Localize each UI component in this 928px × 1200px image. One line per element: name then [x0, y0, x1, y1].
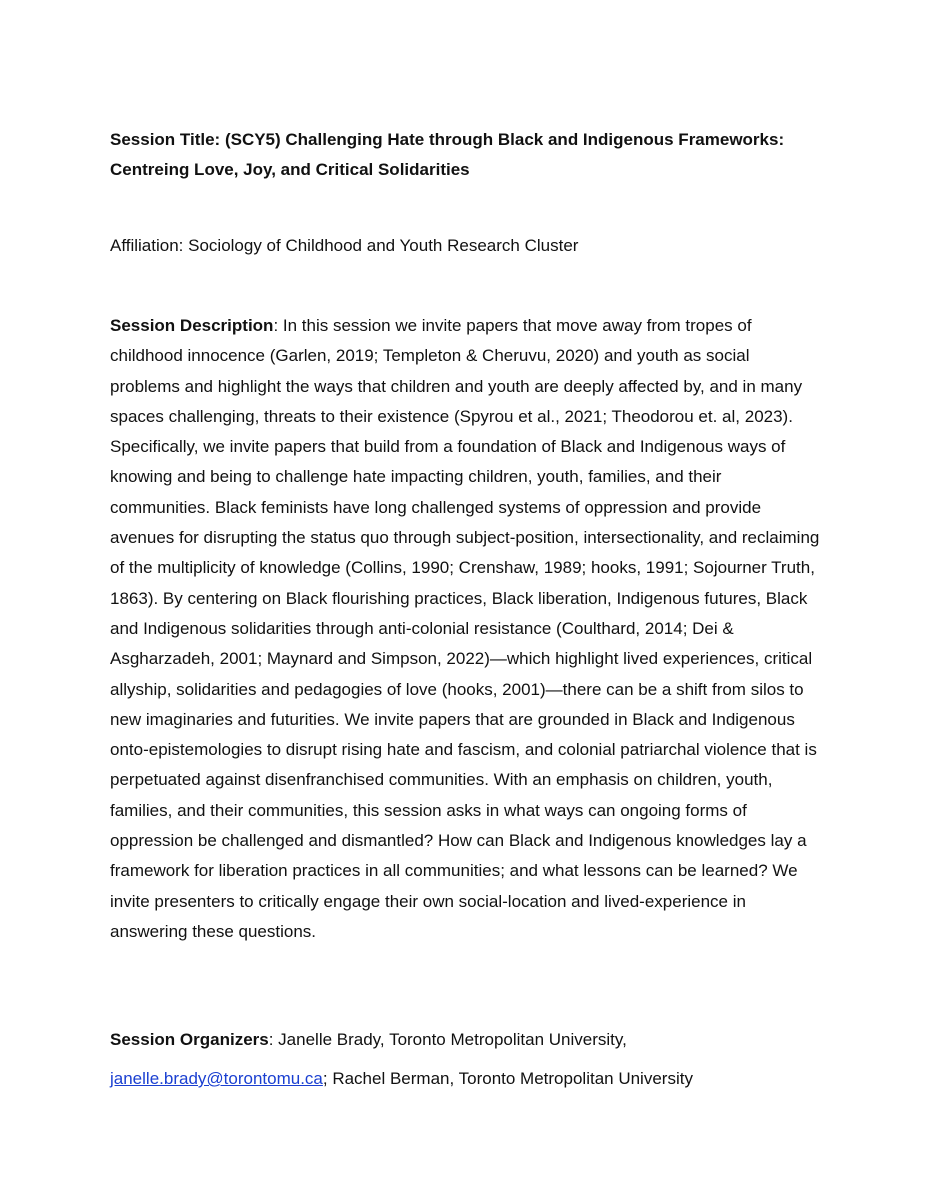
session-organizers-text-1: : Janelle Brady, Toronto Metropolitan University,	[268, 1030, 627, 1049]
session-organizers-continued	[110, 1066, 822, 1092]
session-title-line-1: Session Title: (SCY5) Challenging Hate through Black and Indigenous Frameworks:	[110, 130, 785, 149]
session-organizers-text-2: ; Rachel Berman, Toronto Metropolitan University	[322, 1069, 693, 1088]
session-title-line-2: Centreing Love, Joy, and Critical Solidarities	[110, 160, 470, 179]
affiliation: Affiliation: Sociology of Childhood and Youth Research Cluster	[110, 236, 579, 255]
session-organizers-label: Session Organizers	[110, 1030, 269, 1049]
session-organizers	[110, 1027, 822, 1053]
session-description-label: Session Description	[110, 316, 274, 335]
session-description	[110, 311, 822, 947]
session-title	[110, 125, 810, 185]
session-description-text: : In this session we invite papers that move away from tropes of childhood innocence (Garlen, 2019; Templeton & Cheruvu, 2020) and youth as social problems and highlight the ways that children and youth are deeply affected by, and in many spaces challenging, threats to their existence (Spyrou et al., 2021; Theodorou et. al, 2023). Specifically, we invite papers that build from a foundation of Black and Indigenous ways of knowing and being to challenge hate impacting children, youth, families, and their communities. Black feminists have long challenged systems of oppression and provide avenues for disrupting the status quo through subject-position, intersectionality, and reclaiming of the multiplicity of knowledge (Collins, 1990; Crenshaw, 1989; hooks, 1991; Sojourner Truth, 1863). By centering on Black flourishing practices, Black liberation, Indigenous futures, Black and Indigenous solidarities through anti-colonial resistance (Coulthard, 2014; Dei & Asgharzadeh, 2001; Maynard and Simpson, 2022)—which highlight lived experiences, critical allyship, solidarities and pedagogies of love (hooks, 2001)—there can be a shift from silos to new imaginaries and futurities. We invite papers that are grounded in Black and Indigenous onto-epistemologies to disrupt rising hate and fascism, and colonial patriarchal violence that is perpetuated against disenfranchised communities. With an emphasis on children, youth, families, and their communities, this session asks in what ways can ongoing forms of oppression be challenged and dismantled? How can Black and Indigenous knowledges lay a framework for liberation practices in all communities; and what lessons can be learned? We invite presenters to critically engage their own social-location and lived-experience in answering these questions.	[110, 316, 820, 941]
organizer-email-link[interactable]: janelle.brady@torontomu.ca	[110, 1069, 323, 1088]
